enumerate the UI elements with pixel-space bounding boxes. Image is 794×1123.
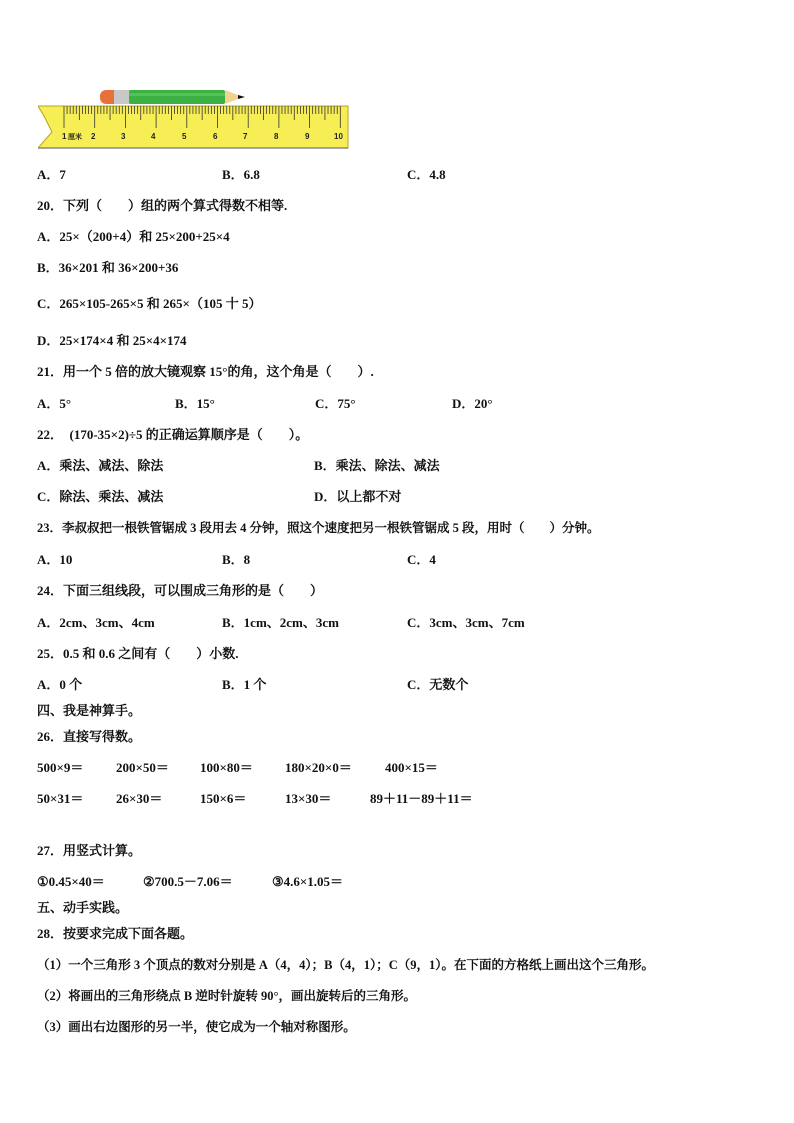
q22-option-c[interactable]: C．除法、乘法、减法 — [37, 489, 164, 504]
q26-expr: 13×30＝ — [285, 791, 332, 806]
q23-option-b[interactable]: B．8 — [222, 552, 251, 567]
q21-option-b[interactable]: B．15° — [175, 396, 215, 411]
q27-item: ②700.5－7.06＝ — [143, 874, 233, 889]
q26-expr: 50×31＝ — [37, 791, 84, 806]
q23-stem: 23．李叔叔把一根铁管锯成 3 段用去 4 分钟，照这个速度把另一根铁管锯成 5 段，用时（ ）分钟。 — [37, 521, 600, 535]
q28-stem: 28．按要求完成下面各题。 — [37, 926, 194, 941]
q21-option-d[interactable]: D．20° — [452, 396, 493, 411]
q24-option-b[interactable]: B．1cm、2cm、3cm — [222, 615, 339, 630]
q26-stem: 26．直接写得数。 — [37, 729, 142, 744]
q20-option-b[interactable]: B．36×201 和 36×200+36 — [37, 260, 179, 275]
q28-part-3: （3）画出右边图形的另一半，使它成为一个轴对称图形。 — [37, 1020, 356, 1034]
q26-expr: 89＋11－89＋11＝ — [370, 791, 473, 806]
q23-option-a[interactable]: A．10 — [37, 552, 73, 567]
q27-item: ①0.45×40＝ — [37, 874, 105, 889]
q19-option-c[interactable]: C．4.8 — [407, 167, 446, 182]
q25-option-b[interactable]: B．1 个 — [222, 677, 267, 692]
q28-part-1: （1）一个三角形 3 个顶点的数对分别是 A（4，4）；B（4，1）；C（9，1）。在下面的方格纸上画出这个三角形。 — [37, 958, 655, 972]
ruler-labels: 1 厘米 2 3 4 5 6 7 8 9 10 — [62, 132, 343, 141]
ruler-pencil-figure — [38, 86, 350, 152]
q24-option-a[interactable]: A．2cm、3cm、4cm — [37, 615, 155, 630]
q20-option-c[interactable]: C．265×105-265×5 和 265×（105 十 5） — [37, 296, 262, 311]
section-5-title: 五、动手实践。 — [37, 900, 129, 915]
q19-option-a[interactable]: A．7 — [37, 167, 66, 182]
q25-stem: 25．0.5 和 0.6 之间有（ ）小数. — [37, 646, 239, 661]
section-4-title: 四、我是神算手。 — [37, 703, 142, 718]
q22-stem: 22． (170-35×2)÷5 的正确运算顺序是（ ）。 — [37, 427, 309, 442]
q23-option-c[interactable]: C．4 — [407, 552, 436, 567]
q26-expr: 100×80＝ — [200, 760, 253, 775]
q22-option-a[interactable]: A．乘法、减法、除法 — [37, 458, 164, 473]
q19-option-b[interactable]: B．6.8 — [222, 167, 260, 182]
q20-option-d[interactable]: D．25×174×4 和 25×4×174 — [37, 333, 187, 348]
q25-option-a[interactable]: A．0 个 — [37, 677, 83, 692]
q20-option-a[interactable]: A．25×（200+4）和 25×200+25×4 — [37, 229, 230, 244]
q27-stem: 27．用竖式计算。 — [37, 843, 142, 858]
q21-option-a[interactable]: A．5° — [37, 396, 72, 411]
q28-part-2: （2）将画出的三角形绕点 B 逆时针旋转 90°，画出旋转后的三角形。 — [37, 989, 416, 1003]
q26-expr: 26×30＝ — [116, 791, 163, 806]
q26-expr: 400×15＝ — [385, 760, 438, 775]
q25-option-c[interactable]: C．无数个 — [407, 677, 469, 692]
q24-stem: 24．下面三组线段，可以围成三角形的是（ ） — [37, 583, 324, 598]
q24-option-c[interactable]: C．3cm、3cm、7cm — [407, 615, 525, 630]
q26-expr: 180×20×0＝ — [285, 760, 352, 775]
q26-expr: 150×6＝ — [200, 791, 247, 806]
q27-item: ③4.6×1.05＝ — [272, 874, 344, 889]
q22-option-d[interactable]: D．以上都不对 — [314, 489, 402, 504]
q21-option-c[interactable]: C．75° — [315, 396, 356, 411]
q26-expr: 200×50＝ — [116, 760, 169, 775]
q21-stem: 21．用一个 5 倍的放大镜观察 15°的角，这个角是（ ）. — [37, 364, 374, 379]
q22-option-b[interactable]: B．乘法、除法、减法 — [314, 458, 440, 473]
q26-expr: 500×9＝ — [37, 760, 84, 775]
q20-stem: 20．下列（ ）组的两个算式得数不相等. — [37, 198, 288, 213]
